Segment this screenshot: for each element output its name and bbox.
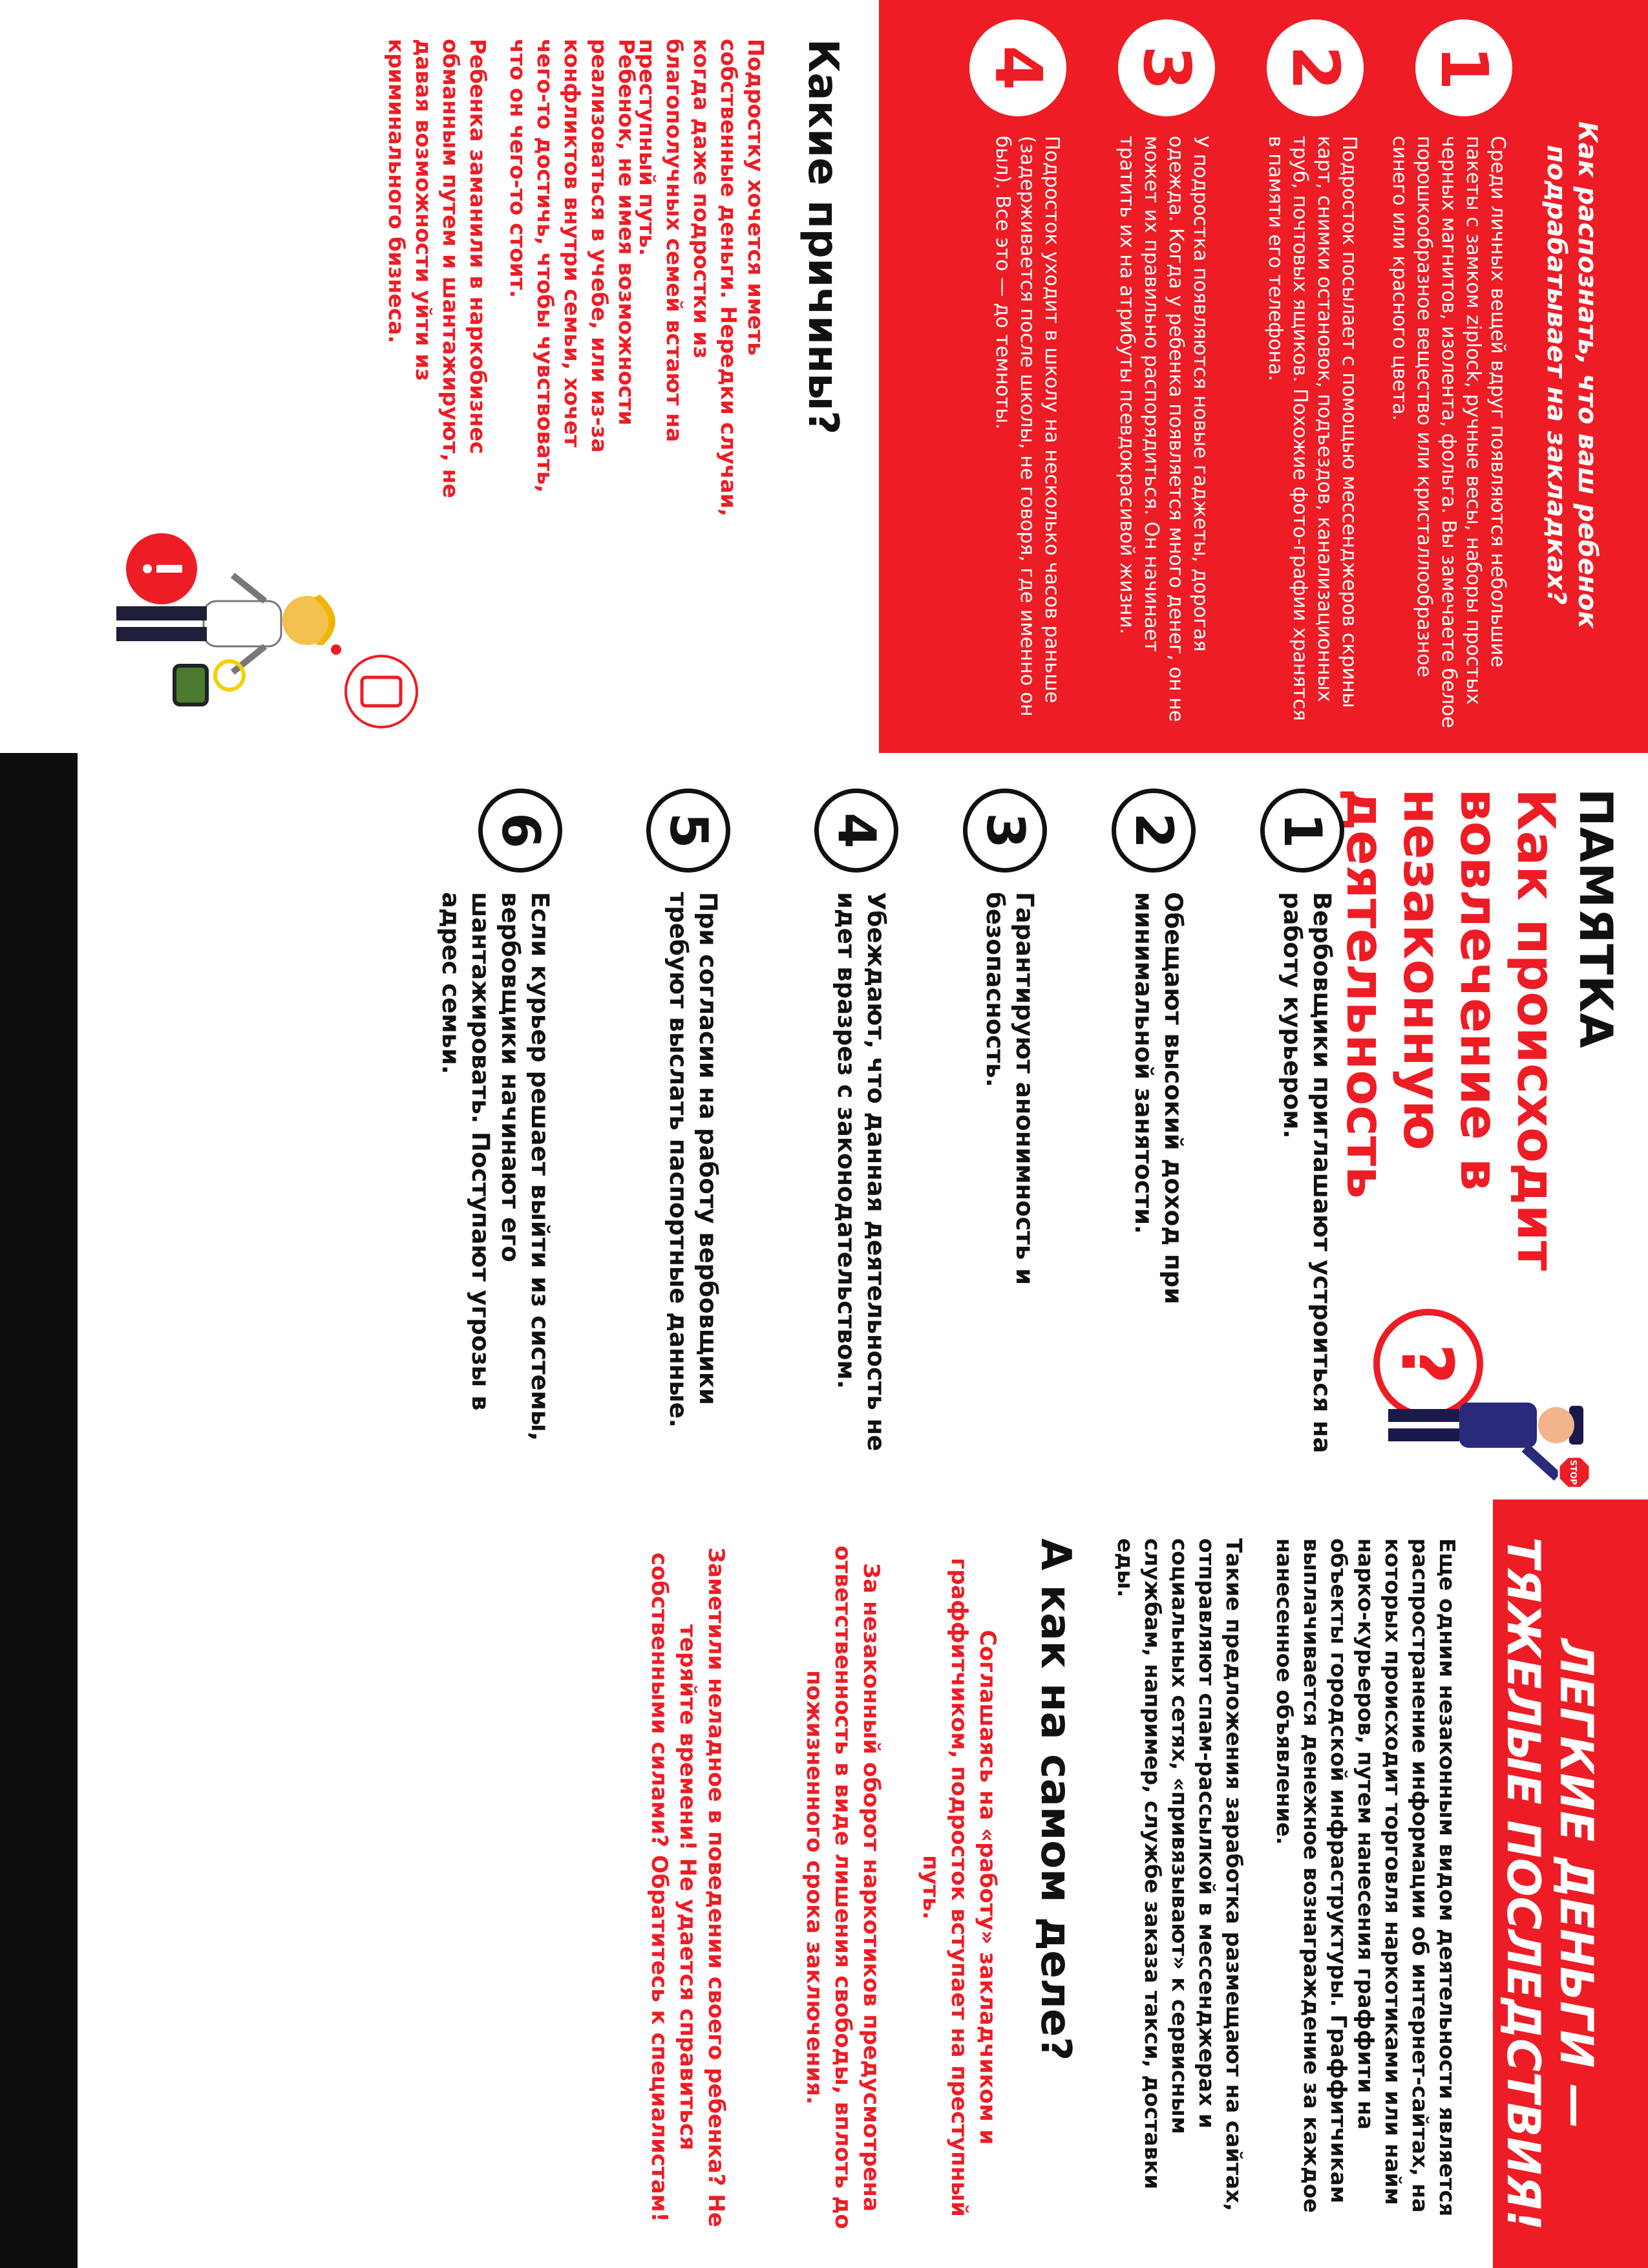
sign-number: 2 (1267, 19, 1364, 116)
step-number: 4 (814, 789, 898, 873)
cause-paragraph: Ребенок, не имея возможности реализоваться в учебе, или из-за конфликтов внутри семьи, хочет чего-то достичь, чтобы чувствовать, что он чего-то стоит. (505, 39, 639, 493)
step-item (1060, 789, 1196, 1487)
step-text: Гарантируют анонимность и безопасность. (981, 892, 1039, 1286)
sign-number: 1 (1415, 19, 1512, 116)
step-text: При согласии на работу вербовщики требуют выслать паспортные данные. (664, 892, 722, 1428)
spam-paragraph: Такие предложения заработка размещают на сайтах, отправляют спам-рассылкой в мессенджерах и социальных сетях, «привязывают» к сервисным службам, например, службе заказа такси, доставки еды. (1113, 1538, 1247, 2212)
step-text: Вербовщики приглашают устроиться на работу курьером. (1278, 892, 1336, 1454)
teen-with-phone-illustration (103, 530, 427, 743)
cause-paragraph: Ребенка заманили в наркобизнес обманным путем и шантажируют, не давая возможности уйти из криминального бизнеса. (384, 39, 491, 498)
step-text: Убеждают, что данная деятельность не идет вразрез с законодательством. (832, 892, 890, 1452)
step-number: 1 (1260, 789, 1344, 873)
causes-title: Какие причины? (799, 39, 847, 435)
step-item (763, 789, 898, 1487)
cause-paragraph: Подростку хочется иметь собственные деньги. Нередки случаи, когда даже подростки из благополучных семей встают на преступный путь. (635, 39, 768, 517)
sign-item (1234, 19, 1364, 737)
sign-text: Среди личных вещей вдруг появляются небольшие пакеты с замком ziplock, ручные весы, наборы простых черных магнитов, изолента, фольга. Вы замечаете белое порошкообразное вещество или кристаллообразное синего или красного цвета. (1388, 136, 1509, 728)
step-item (1209, 789, 1344, 1487)
right-panel (78, 1500, 1648, 2268)
step-number: 5 (646, 789, 730, 873)
sign-number: 3 (1118, 19, 1215, 116)
sign-text: Подросток посылает с помощью мессенджеров скрины карт, снимки остановок, подъездов, канализационных труб, почтовых ящиков. Похожие фото-графии хранятся в памяти его телефона. (1264, 136, 1360, 721)
step-number: 6 (478, 789, 562, 873)
scan-margin (0, 0, 78, 753)
step-text: Если курьер решает выйти из системы, вербовщики начинают его шантажировать. Поступают угрозы в адрес семьи. (437, 892, 554, 1441)
sign-item (937, 19, 1066, 737)
liability-paragraph: За незаконный оборот наркотиков предусмотрена ответственность в виде лишения свободы, вплоть до пожизненного срока заключения. (801, 1545, 884, 2229)
graffiti-paragraph: Еще одним незаконным видом деятельности является распространение информации об интернет-сайтах, на которых происходит торговля наркотиками или найм нарко-курьеров, путем нанесения граффити на объекты городской инфраструктуры. Граффитчикам выплачивается денежное вознаграждение за каждое нанесенное объявление. (1272, 1538, 1460, 2217)
scanner-black-strip (0, 753, 78, 2268)
warning-paragraph: Соглашаясь на «работу» закладчиком и граффитчиком, подросток вступает на преступный путь. (918, 1558, 1000, 2217)
question-title: Как распознать, что ваш ребенок подрабатывает на закладках? (1541, 121, 1602, 629)
step-item (595, 789, 730, 1487)
leaflet-page (78, 0, 1648, 2268)
police-officer-illustration (1370, 1293, 1609, 1493)
banner (1493, 1500, 1648, 2268)
step-text: Обещают высокий доход при минимальной занятости. (1130, 892, 1187, 1304)
red-section (879, 0, 1648, 753)
memo-title: Как происходит вовлечение в незаконную деятельность (1335, 789, 1566, 1271)
stop-sign-label: STOP (1568, 1459, 1578, 1485)
reality-title: А как на самом деле? (1031, 1538, 1079, 2061)
step-item (427, 789, 562, 1487)
memo-label: ПАМЯТКА (1569, 789, 1622, 1049)
banner-text: ЛЕГКИЕ ДЕНЬГИ — ТЯЖЕЛЫЕ ПОСЛЕДСТВИЯ! (1497, 1537, 1603, 2231)
advice-paragraph: Заметили неладное в поведении своего ребенка? Не теряйте времени! Не удается справиться собственными силами? Обратитесь к специалистам! (646, 1547, 729, 2227)
sign-text: У подростка появляются новые гаджеты, дорогая одежда. Когда у ребенка появляется много денег, он не может их правильно распорядиться. Он начинает тратить их на атрибуты псевдокрасивой жизни. (1115, 136, 1212, 723)
step-number: 3 (963, 789, 1047, 873)
sign-text: Подросток уходит в школу на несколько часов раньше (задерживается после школы, не говоря, где именно он был). Все это — до темноты. (991, 136, 1063, 717)
sign-number: 4 (969, 19, 1066, 116)
middle-panel (78, 763, 1648, 1500)
step-item (911, 789, 1047, 1487)
question-mark: ? (1386, 1343, 1468, 1384)
sign-item (1086, 19, 1215, 737)
left-panel (78, 0, 1648, 753)
sign-item (1383, 19, 1512, 737)
step-number: 2 (1112, 789, 1196, 873)
